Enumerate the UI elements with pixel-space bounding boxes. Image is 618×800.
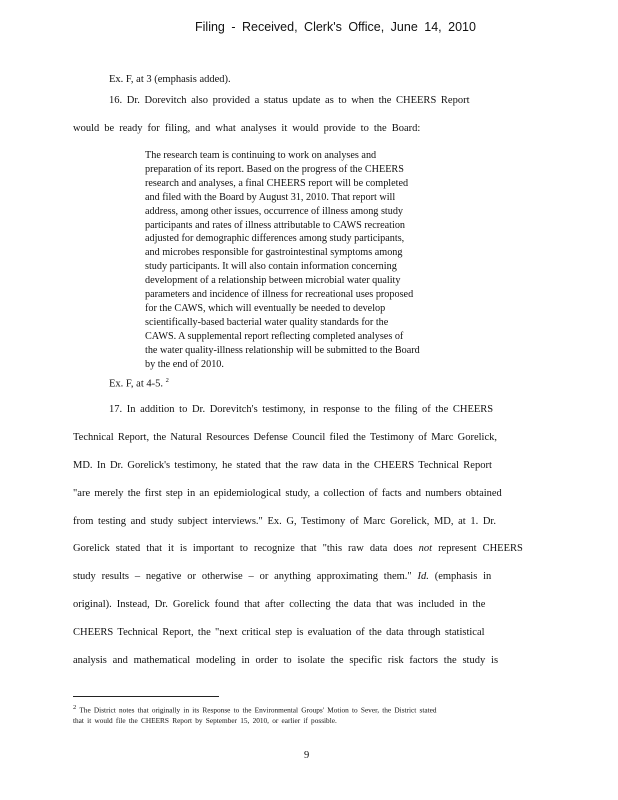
block-quote	[145, 149, 475, 372]
quote-line: address, among other issues, occurrence of illness among study	[145, 205, 404, 217]
filing-header: Filing - Received, Clerk's Office, June 14, 2010	[195, 20, 476, 34]
line-text-end: represent CHEERS	[438, 543, 523, 554]
quote-line: participants and rates of illness attributable to CAWS recreation	[145, 219, 406, 231]
paragraph-17-line-10: analysis and mathematical modeling in order to isolate the specific risk factors the study is	[73, 655, 499, 666]
quote-line: for the CAWS, which will eventually be needed to develop	[145, 302, 386, 314]
paragraph-17-line-9: CHEERS Technical Report, the "next critical step is evaluation of the data through statistical	[73, 627, 485, 638]
paragraph-17-line-3: MD. In Dr. Gorelick's testimony, he stated that the raw data in the CHEERS Technical Report	[73, 460, 492, 471]
quote-line: study participants. It will also contain information concerning	[145, 261, 397, 273]
paragraph-17-line-7	[73, 571, 491, 582]
quote-line: scientifically-based bacterial water quality standards for the	[145, 316, 389, 328]
citation-text: Ex. F, at 4-5.	[109, 378, 163, 390]
footnote-line-2: that it would file the CHEERS Report by September 15, 2010, or earlier if possible.	[73, 716, 337, 725]
quote-line: the water quality-illness relationship will be submitted to the Board	[145, 344, 420, 356]
page-number: 9	[304, 750, 310, 761]
emphasis-not: not	[418, 543, 433, 554]
quote-line: The research team is continuing to work on analyses and	[145, 150, 377, 161]
quote-line: preparation of its report. Based on the progress of the CHEERS	[145, 163, 404, 175]
paragraph-17-line-8: original). Instead, Dr. Gorelick found that after collecting the data that was included in the	[73, 599, 486, 610]
id-citation: Id.	[417, 571, 429, 582]
paragraph-17-line-6	[73, 543, 523, 554]
quote-line: and filed with the Board by August 31, 2010. That report will	[145, 191, 396, 203]
paragraph-16-line-1: 16. Dr. Dorevitch also provided a status update as to when the CHEERS Report	[109, 95, 470, 106]
paragraph-17-line-2: Technical Report, the Natural Resources Defense Council filed the Testimony of Marc Gorelick,	[73, 432, 497, 443]
footnote-divider	[73, 696, 219, 697]
line-text: study results – negative or otherwise – or anything approximating them."	[73, 571, 412, 582]
paragraph-17-line-1: 17. In addition to Dr. Dorevitch's testimony, in response to the filing of the CHEERS	[109, 404, 494, 415]
paragraph-17-line-5: from testing and study subject interviews." Ex. G, Testimony of Marc Gorelick, MD, at 1. Dr.	[73, 516, 496, 527]
citation-ex-f-3: Ex. F, at 3 (emphasis added).	[109, 74, 231, 85]
quote-line: by the end of 2010.	[145, 358, 224, 370]
quote-line: CAWS. A supplemental report reflecting completed analyses of	[145, 330, 404, 342]
footnote-marker: 2	[73, 704, 77, 711]
paragraph-17-line-4: "are merely the first step in an epidemiological study, a collection of facts and numbers obtained	[73, 488, 502, 499]
footnote-ref-2[interactable]: 2	[165, 377, 169, 384]
quote-line: parameters and incidence of illness for recreational uses proposed	[145, 289, 414, 301]
quote-line: and microbes responsible for gastrointestinal symptoms among	[145, 247, 403, 259]
quote-line: adjusted for demographic differences among study participants,	[145, 233, 405, 245]
line-text: Gorelick stated that it is important to recognize that "this raw data does	[73, 543, 413, 554]
line-text-end: (emphasis in	[434, 571, 492, 582]
quote-line: research and analyses, a final CHEERS report will be completed	[145, 177, 409, 189]
footnote-text: The District notes that originally in its Response to the Environmental Groups' Motion to Sever, the District stated	[79, 705, 437, 715]
quote-line: development of a relationship between microbial water quality	[145, 275, 401, 287]
citation-ex-f-4-5	[109, 377, 169, 390]
footnote-line-1	[73, 704, 437, 714]
paragraph-16-line-2: would be ready for filing, and what analyses it would provide to the Board:	[73, 123, 421, 134]
